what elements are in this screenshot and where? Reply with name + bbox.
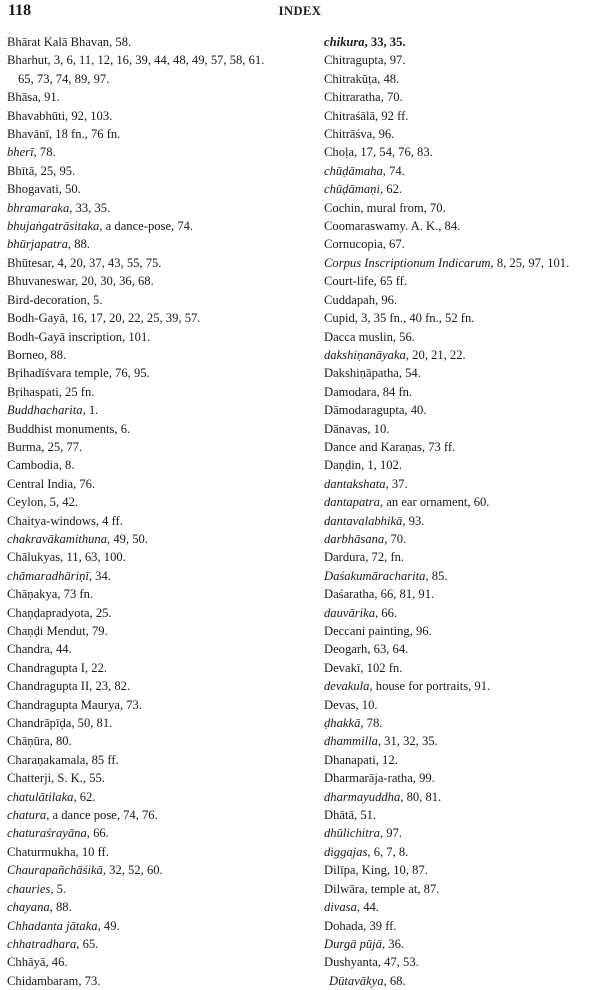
index-entry-text: Charaṇakamala, 85 ff. <box>7 752 119 767</box>
index-entry-text: , house for portraits, 91. <box>369 679 491 694</box>
index-entry <box>324 199 594 217</box>
index-entry <box>324 143 594 161</box>
index-entry-text: chikura <box>324 35 365 49</box>
index-entry-text: Dharmarāja-ratha, 99. <box>324 771 435 786</box>
index-entry <box>324 272 594 290</box>
index-entry <box>7 180 307 198</box>
index-entry <box>7 548 307 566</box>
index-entry-text: Bhavabhūti, 92, 103. <box>7 108 113 123</box>
index-entry-text: , 78. <box>33 145 56 160</box>
index-entry <box>7 972 307 990</box>
index-entry <box>324 254 594 272</box>
index-entry-text: , 62. <box>379 182 403 197</box>
index-entry <box>7 51 307 69</box>
index-entry-text: Buddhacharita <box>7 403 83 418</box>
index-entry-text: dantapatra <box>324 495 380 510</box>
index-entry <box>7 493 307 511</box>
index-entry <box>7 107 307 125</box>
index-entry-text: Damodara, 84 fn. <box>324 384 413 399</box>
index-entry <box>324 824 594 842</box>
index-entry-text: Bṛihaspati, 25 fn. <box>7 384 95 399</box>
index-entry-text: Buddhist monuments, 6. <box>7 421 131 436</box>
index-entry <box>7 585 307 603</box>
index-entry-text: Bharhut, 3, 6, 11, 12, 16, 39, 44, 48, 49, 57, 58, 61. <box>7 53 265 68</box>
index-entry <box>7 309 307 327</box>
index-entry <box>324 475 594 493</box>
index-entry <box>324 806 594 824</box>
index-entry-text: Chatterji, S. K., 55. <box>7 771 105 786</box>
index-entry-text: , 8, 25, 97, 101. <box>490 255 570 270</box>
index-entry-text: 65, 73, 74, 89, 97. <box>18 71 110 86</box>
index-entry-text: Dāmodaragupta, 40. <box>324 403 427 418</box>
index-entry-text: chāmaradhāriṇī <box>7 568 89 583</box>
index-entry-text: , 33, 35. <box>69 200 111 215</box>
index-entry-text: Cuddapah, 96. <box>324 292 398 307</box>
index-entry-text: , 44. <box>356 900 379 915</box>
index-entry <box>7 530 307 548</box>
index-entry <box>7 33 307 51</box>
index-entry <box>7 328 307 346</box>
index-entry <box>7 254 307 272</box>
index-entry-text: Cornucopia, 67. <box>324 237 405 252</box>
index-entry <box>7 806 307 824</box>
index-entry <box>7 235 307 253</box>
index-entry-text: , a dance-pose, 74. <box>99 219 194 234</box>
index-entry <box>324 935 594 953</box>
index-entry-text: Central India, 76. <box>7 476 96 491</box>
index-entry-text: Daśaratha, 66, 81, 91. <box>324 587 435 602</box>
index-entry-text: Cambodia, 8. <box>7 458 75 473</box>
index-entry <box>324 51 594 69</box>
index-column-right <box>324 33 594 990</box>
index-entry <box>324 659 594 677</box>
index-entry-text: Dance and Karaṇas, 73 ff. <box>324 439 456 454</box>
index-entry <box>7 861 307 879</box>
index-entry <box>7 475 307 493</box>
index-entry <box>324 898 594 916</box>
index-entry-text: Bhuvaneswar, 20, 30, 36, 68. <box>7 274 154 289</box>
index-entry-text: Chaṇḍi Mendut, 79. <box>7 624 108 638</box>
index-entry-text: Chandrāpīḍa, 50, 81. <box>7 716 113 731</box>
index-entry-text: Bodh-Gayā inscription, 101. <box>7 329 151 344</box>
index-entry <box>324 493 594 511</box>
index-entry <box>324 714 594 732</box>
index-entry-text: devakula <box>324 679 370 694</box>
index-entry <box>324 622 594 640</box>
index-entry <box>324 861 594 879</box>
index-entry <box>324 953 594 971</box>
index-entry-text: Devas, 10. <box>324 697 378 712</box>
index-entry-text: Dushyanta, 47, 53. <box>324 955 419 970</box>
index-entry-text: chatura <box>7 808 47 823</box>
index-entry-text: , 1. <box>82 403 99 418</box>
index-entry-text: Bhārat Kalā Bhavan, 58. <box>7 35 132 49</box>
index-entry <box>324 217 594 235</box>
index-entry <box>7 438 307 456</box>
index-entry <box>7 953 307 971</box>
index-entry <box>7 420 307 438</box>
index-entry-text: dantavalabhikā <box>324 513 403 528</box>
index-entry-text: Daśakumāracharita <box>324 568 426 583</box>
index-entry-text: ḍhakkā <box>324 716 361 731</box>
index-entry-text: Daṇḍin, 1, 102. <box>324 458 403 473</box>
index-entry <box>7 456 307 474</box>
index-entry-text: , 33, 35. <box>364 35 406 49</box>
index-entry-text: Chandragupta Maurya, 73. <box>7 697 142 712</box>
index-entry <box>7 604 307 622</box>
index-entry <box>7 346 307 364</box>
index-entry <box>324 732 594 750</box>
index-entry <box>324 604 594 622</box>
index-entry-text: chayana <box>7 900 50 915</box>
index-entry <box>324 677 594 695</box>
index-entry-text: , an ear ornament, 60. <box>379 495 490 510</box>
index-entry-text: Bird-decoration, 5. <box>7 292 103 307</box>
index-entry <box>7 843 307 861</box>
index-entry <box>324 769 594 787</box>
index-entry-text: Chidambaram, 73. <box>7 973 101 988</box>
index-entry-text: , 37. <box>385 476 408 491</box>
index-entry <box>324 401 594 419</box>
index-entry <box>7 162 307 180</box>
index-entry-text: Chandragupta I, 22. <box>7 660 108 675</box>
index-entry <box>324 438 594 456</box>
index-entry <box>324 530 594 548</box>
index-entry-text: Chhadanta jātaka <box>7 918 98 933</box>
index-entry-text: Chaturmukha, 10 ff. <box>7 844 109 859</box>
index-entry-text: Coomaraswamy. A. K., 84. <box>324 219 461 234</box>
index-entry <box>324 751 594 769</box>
index-entry <box>324 512 594 530</box>
index-entry <box>324 125 594 143</box>
index-entry-text: , 85. <box>425 568 448 583</box>
index-entry <box>7 401 307 419</box>
index-entry <box>7 788 307 806</box>
index-entry <box>324 235 594 253</box>
index-entry-text: , 66. <box>375 605 398 620</box>
index-entry-text: , 97. <box>379 826 403 841</box>
index-entry-text: dhūlichitra <box>324 826 380 841</box>
index-entry <box>7 125 307 143</box>
index-entry <box>324 917 594 935</box>
index-entry-text: Chitraśālā, 92 ff. <box>324 108 409 123</box>
index-entry <box>7 898 307 916</box>
index-entry-text: Chitragupta, 97. <box>324 53 406 68</box>
index-entry <box>324 346 594 364</box>
index-entry <box>324 696 594 714</box>
index-entry-text: , 88. <box>67 237 90 252</box>
index-entry-text: dakshiṇanāyaka <box>324 347 406 362</box>
index-entry <box>324 880 594 898</box>
index-entry-text: diggajas <box>324 844 368 859</box>
index-entry-text: , 78. <box>360 716 383 731</box>
index-entry-text: Devakī, 102 fn. <box>324 660 403 675</box>
index-entry-text: , 66. <box>86 826 109 841</box>
index-entry-text: Cupid, 3, 35 fn., 40 fn., 52 fn. <box>324 311 475 326</box>
index-entry-text: Chaṇḍapradyota, 25. <box>7 605 112 620</box>
index-entry-text: , 68. <box>383 973 406 988</box>
index-entry-text: Dānavas, 10. <box>324 421 390 436</box>
index-entry-text: , 6, 7, 8. <box>367 844 409 859</box>
index-entry-text: Dhātā, 51. <box>324 808 377 823</box>
index-entry <box>7 217 307 235</box>
index-entry <box>324 788 594 806</box>
index-entry <box>7 714 307 732</box>
index-entry-text: Dilwāra, temple at, 87. <box>324 881 440 896</box>
index-entry-text: Dakshiṇāpatha, 54. <box>324 366 421 381</box>
page-header <box>8 2 592 22</box>
index-entry <box>7 272 307 290</box>
index-entry-text: , 32, 52, 60. <box>102 863 163 878</box>
index-entry-text: Dilīpa, King, 10, 87. <box>324 863 428 878</box>
index-entry-text: Chandra, 44. <box>7 642 72 657</box>
index-entry-text: Chaitya-windows, 4 ff. <box>7 513 123 528</box>
index-entry-text: Chhāyā, 46. <box>7 955 68 970</box>
index-entry-text: Bhūtesar, 4, 20, 37, 43, 55, 75. <box>7 255 162 270</box>
index-entry <box>7 769 307 787</box>
index-entry <box>324 843 594 861</box>
index-entry-text: Bhītā, 25, 95. <box>7 163 76 178</box>
index-entry <box>324 162 594 180</box>
index-entry <box>7 659 307 677</box>
index-entry-text: chhatradhara <box>7 936 77 951</box>
index-entry <box>324 567 594 585</box>
index-entry <box>324 33 594 51</box>
index-entry <box>324 972 594 990</box>
index-entry-text: Chandragupta II, 23, 82. <box>7 679 131 694</box>
index-entry-text: dantakshata <box>324 476 386 491</box>
index-entry <box>324 456 594 474</box>
index-entry <box>7 70 307 88</box>
index-entry <box>7 640 307 658</box>
index-entry <box>324 88 594 106</box>
index-entry <box>324 70 594 88</box>
index-entry-text: , 88. <box>49 900 72 915</box>
index-entry-text: Burma, 25, 77. <box>7 439 83 454</box>
index-entry-text: , 36. <box>381 936 405 951</box>
index-entry-text: chakravākamithuna <box>7 531 108 546</box>
index-entry-text: , 70. <box>384 531 407 546</box>
index-entry-text: Deccani painting, 96. <box>324 624 432 638</box>
index-entry-text: bherī <box>7 145 34 160</box>
index-entry-text: chūḍāmaha <box>324 163 383 178</box>
index-entry <box>7 383 307 401</box>
index-entry-text: chatulātilaka <box>7 789 74 804</box>
index-entry <box>324 383 594 401</box>
index-entry <box>7 880 307 898</box>
index-entry-text: bhūrjapatra <box>7 237 68 252</box>
index-entry-text: , 74. <box>382 163 405 178</box>
index-entry <box>324 309 594 327</box>
index-entry <box>7 677 307 695</box>
index-entry-text: bhramaraka <box>7 200 70 215</box>
index-entry <box>7 732 307 750</box>
index-entry-text: , 34. <box>88 568 111 583</box>
index-entry-text: Borneo, 88. <box>7 347 67 362</box>
index-entry-text: chūḍāmaṇi <box>324 182 380 197</box>
index-entry-text: dauvārika <box>324 605 376 620</box>
page-number: 118 <box>8 2 32 19</box>
index-entry-text: Chaurapañchāśikā <box>7 863 103 878</box>
index-entry-text: Chāṇūra, 80. <box>7 734 72 749</box>
index-entry-text: Bodh-Gayā, 16, 17, 20, 22, 25, 39, 57. <box>7 311 201 326</box>
index-entry-text: Dacca muslin, 56. <box>324 329 415 344</box>
index-entry-text: , 93. <box>402 513 425 528</box>
index-entry-text: , 80, 81. <box>400 789 442 804</box>
index-entry-text: , 5. <box>50 881 67 896</box>
index-entry-text: Dardura, 72, fn. <box>324 550 405 565</box>
index-entry-text: Chāṇakya, 73 fn. <box>7 587 94 602</box>
index-entry <box>7 751 307 769</box>
index-entry-text: bhujaṅgatrāsitaka <box>7 219 100 234</box>
index-entry <box>324 107 594 125</box>
index-entry-text: darbhāsana <box>324 531 385 546</box>
index-entry-text: Cochin, mural from, 70. <box>324 200 446 215</box>
index-entry-text: Court-life, 65 ff. <box>324 274 408 289</box>
index-entry <box>324 640 594 658</box>
index-entry <box>324 180 594 198</box>
index-entry-text: , 49, 50. <box>107 531 148 546</box>
index-entry-text: Chitrakūṭa, 48. <box>324 71 400 86</box>
index-entry-text: Bhavānī, 18 fn., 76 fn. <box>7 127 121 142</box>
running-head: INDEX <box>278 4 322 18</box>
index-entry-text: divasa <box>324 900 357 915</box>
index-entry <box>7 364 307 382</box>
index-entry-text: Deogarh, 63, 64. <box>324 642 409 657</box>
index-entry-text: Dhanapati, 12. <box>324 752 398 767</box>
index-entry <box>7 696 307 714</box>
index-entry <box>324 328 594 346</box>
index-entry <box>7 824 307 842</box>
index-entry-text: dharmayuddha <box>324 789 401 804</box>
index-entry-text: , 20, 21, 22. <box>405 347 466 362</box>
index-entry-text: chaturaśrayāna <box>7 826 87 841</box>
index-entry-text: Chitrāśva, 96. <box>324 127 395 142</box>
index-entry-text: Dūtavākya <box>329 973 384 988</box>
index-entry-text: Choḷa, 17, 54, 76, 83. <box>324 145 433 160</box>
index-entry <box>7 622 307 640</box>
index-entry <box>7 917 307 935</box>
index-entry-text: Bhāsa, 91. <box>7 90 60 105</box>
index-entry <box>7 88 307 106</box>
index-entry-text: , 31, 32, 35. <box>377 734 438 749</box>
index-entry <box>7 512 307 530</box>
index-entry-text: Bṛihadīśvara temple, 76, 95. <box>7 366 150 381</box>
index-entry-text: Dohada, 39 ff. <box>324 918 397 933</box>
index-entry <box>324 585 594 603</box>
index-entry-text: Chālukyas, 11, 63, 100. <box>7 550 126 565</box>
index-entry-text: , 62. <box>73 789 96 804</box>
index-entry <box>324 548 594 566</box>
index-entry-text: , 49. <box>97 918 120 933</box>
index-entry-text: Corpus Inscriptionum Indicarum <box>324 255 491 270</box>
index-entry <box>324 364 594 382</box>
index-entry-text: , 65. <box>76 936 99 951</box>
index-entry-text: dhammilla <box>324 734 378 749</box>
index-entry-text: Bhogavati, 50. <box>7 182 81 197</box>
index-column-left <box>7 33 307 990</box>
index-entry-text: Ceylon, 5, 42. <box>7 495 79 510</box>
index-entry <box>7 143 307 161</box>
index-entry-text: Durgā pūjā <box>324 936 382 951</box>
index-entry-text: , a dance pose, 74, 76. <box>46 808 158 823</box>
index-entry-text: Chitraratha, 70. <box>324 90 403 105</box>
index-entry <box>7 935 307 953</box>
index-entry <box>7 199 307 217</box>
index-entry <box>324 291 594 309</box>
index-entry-text: chauries <box>7 881 51 896</box>
index-entry <box>324 420 594 438</box>
index-entry <box>7 291 307 309</box>
index-entry <box>7 567 307 585</box>
